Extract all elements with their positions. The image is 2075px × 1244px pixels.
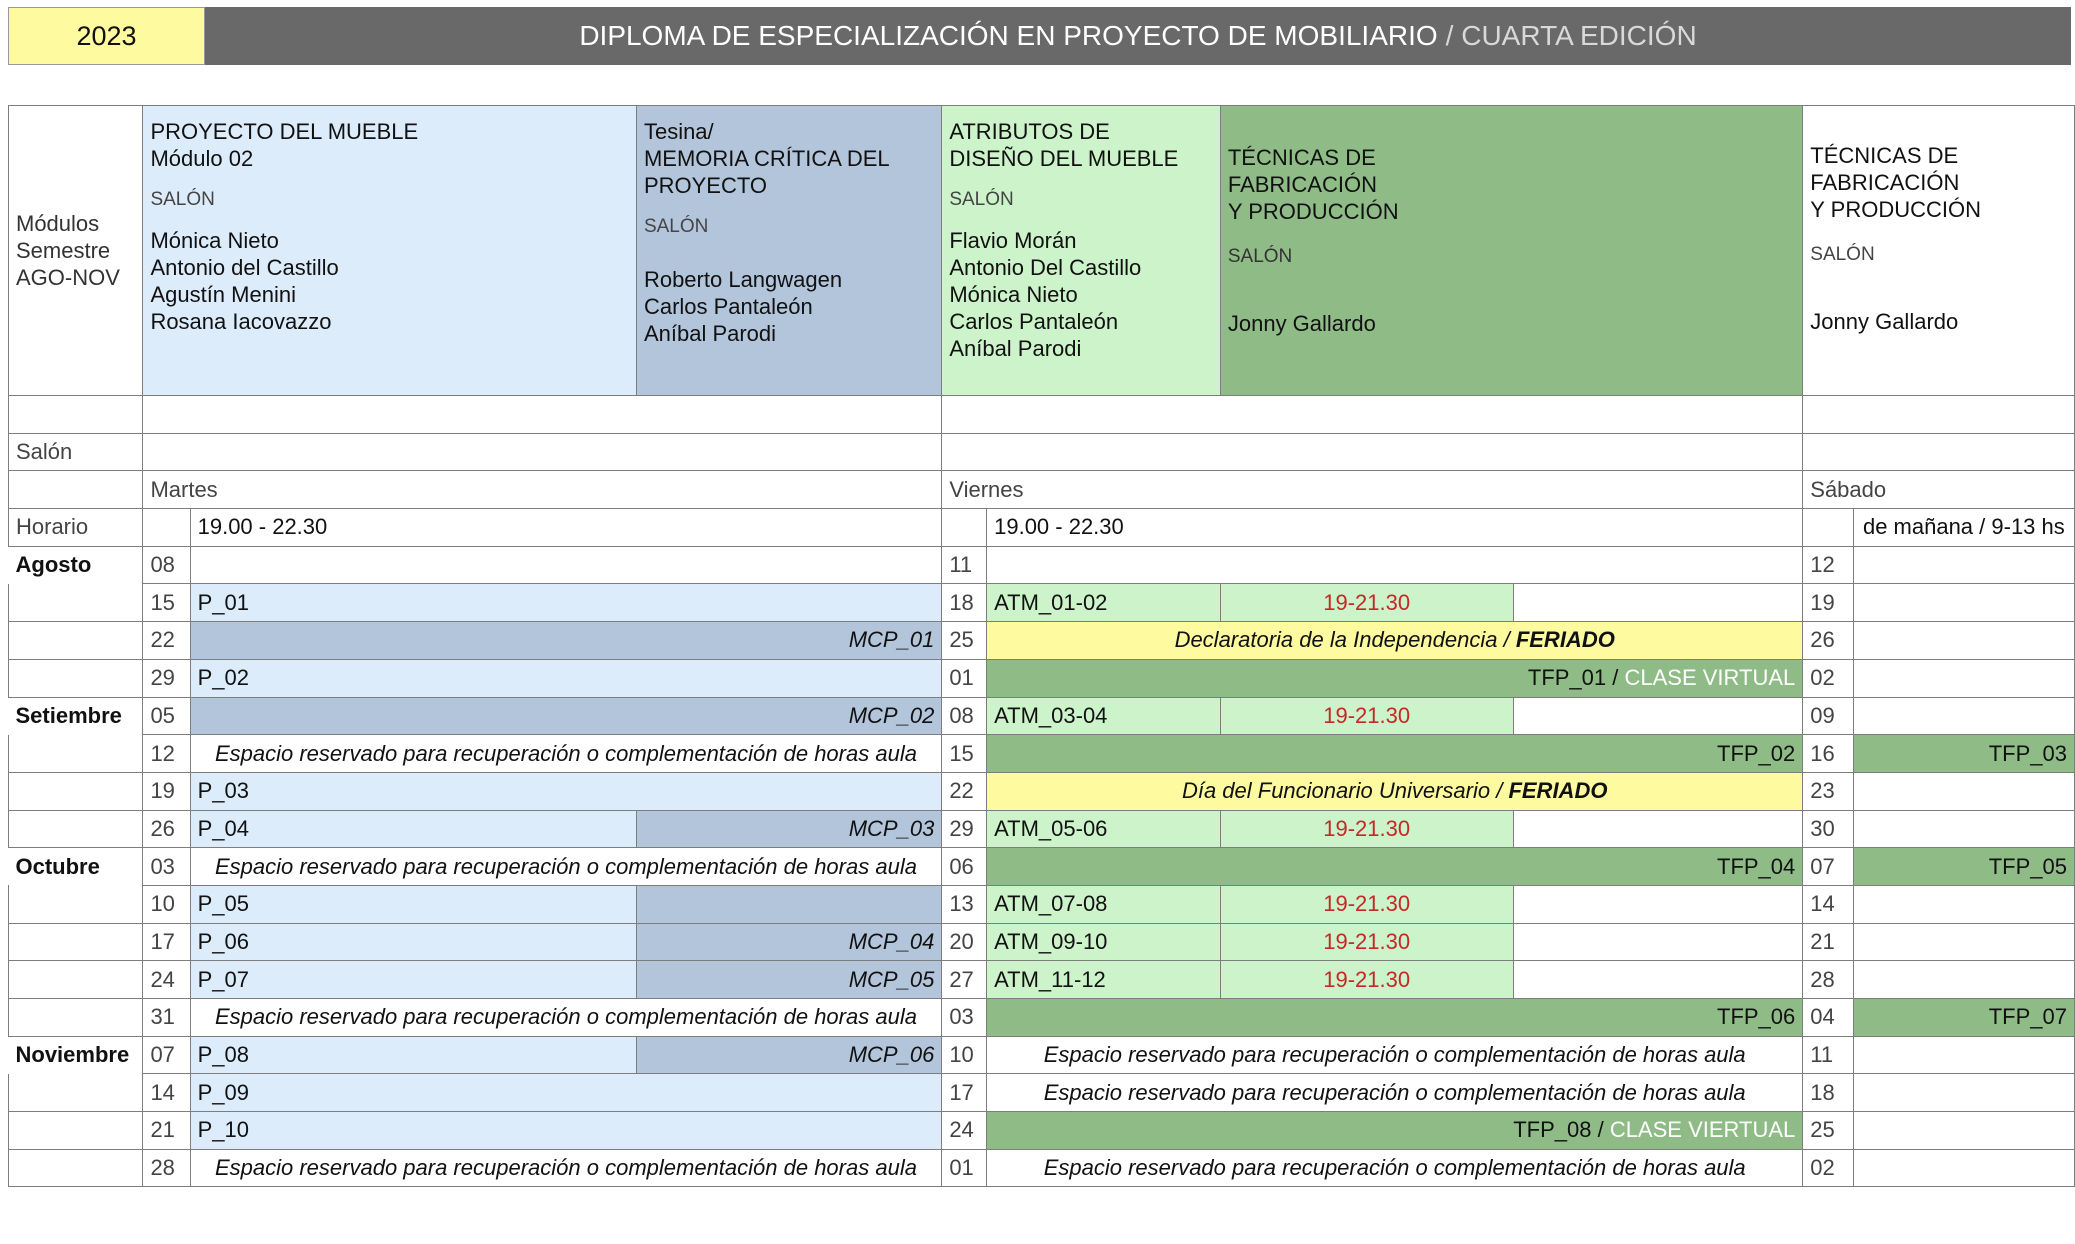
date-tuesday: 28 [143,1149,190,1187]
month-label: Agosto [15,552,92,578]
month-empty [9,1074,143,1112]
month-empty [9,772,143,810]
date-saturday: 12 [1803,546,1853,584]
period-label: AGO-NOV [16,265,120,290]
atm-session: ATM_09-10 [987,923,1221,961]
module-pm-title: PROYECTO DEL MUEBLE [150,119,419,144]
spacer-row [9,396,2075,434]
mcp-session: MCP_05 [636,961,941,999]
schedule-table [8,105,2075,1187]
time-friday: 19.00 - 22.30 [987,509,1803,547]
date-friday: 20 [942,923,987,961]
reserved-space: Espacio reservado para recuperación o complementación de horas aula [987,1149,1803,1187]
schedule-row [9,923,2075,961]
date-saturday: 02 [1803,1149,1853,1187]
empty-session [1853,697,2074,735]
schedule-row [9,1036,2075,1074]
date-saturday: 25 [1803,1112,1853,1150]
atm-session: ATM_11-12 [987,961,1221,999]
atm-session: ATM_01-02 [987,584,1221,622]
mcp-session: MCP_03 [636,810,941,848]
month-empty [9,923,143,961]
edition-text: / CUARTA EDICIÓN [1445,20,1697,51]
module-tfp-room: SALÓN [1227,246,1293,267]
teacher: Jonny Gallardo [1810,309,1959,334]
tfp-label: TFP_01 / [1527,665,1619,691]
empty-session [1853,1036,2074,1074]
date-saturday: 19 [1803,584,1853,622]
empty-session [1513,584,1803,622]
reserved-space: Espacio reservado para recuperación o complementación de horas aula [190,999,942,1037]
empty-session [987,546,1803,584]
date-friday: 29 [942,810,987,848]
schedule-row [9,584,2075,622]
date-saturday: 18 [1803,1074,1853,1112]
month-empty [9,584,143,622]
date-tuesday: 21 [143,1112,190,1150]
date-saturday: 21 [1803,923,1853,961]
tfp-label: TFP_06 [1717,1004,1796,1030]
date-saturday: 23 [1803,772,1853,810]
date-friday: 17 [942,1074,987,1112]
schedule-row [9,1149,2075,1187]
date-tuesday: 14 [143,1074,190,1112]
month-empty [9,885,143,923]
schedule-row [9,848,2075,886]
teacher: Mónica Nieto [150,228,279,253]
date-tuesday: 17 [143,923,190,961]
empty-session [1853,810,2074,848]
month-empty [9,1112,143,1150]
empty-session [1513,810,1803,848]
date-saturday: 14 [1803,885,1853,923]
module-header-row [9,106,2075,396]
date-friday: 15 [942,735,987,773]
date-tuesday: 19 [143,772,190,810]
empty-session [1853,1074,2074,1112]
teacher: Roberto Langwagen [643,267,843,292]
teacher: Carlos Pantaleón [643,294,813,319]
tfp-session [987,659,1803,697]
teacher: Carlos Pantaleón [949,309,1119,334]
schedule-row [9,622,2075,660]
mcp-session: MCP_06 [636,1036,941,1074]
date-saturday: 07 [1803,848,1853,886]
module-mcp-room: SALÓN [643,216,709,237]
tfp-saturday-session: TFP_03 [1853,735,2074,773]
atm-time: 19-21.30 [1220,885,1513,923]
month-empty [9,659,143,697]
holiday-cell [987,622,1803,660]
empty-session [1513,885,1803,923]
empty-session [1853,584,2074,622]
teacher: Jonny Gallardo [1227,311,1376,336]
date-tuesday: 03 [143,848,190,886]
weekday-tuesday: Martes [143,471,942,509]
module-mcp-title: PROYECTO [643,173,768,198]
module-pm-subtitle: Módulo 02 [150,146,254,171]
virtual-class-label: CLASE VIERTUAL [1609,1117,1796,1143]
weekday-saturday: Sábado [1803,471,2075,509]
schedule-row [9,659,2075,697]
month-label: Noviembre [15,1042,130,1068]
date-tuesday: 12 [143,735,190,773]
reserved-space: Espacio reservado para recuperación o complementación de horas aula [190,1149,942,1187]
date-saturday: 09 [1803,697,1853,735]
reserved-space: Espacio reservado para recuperación o complementación de horas aula [190,848,942,886]
module-tfp-sat-title: FABRICACIÓN [1810,170,1960,195]
module-mcp-title: MEMORIA CRÍTICA DEL [643,146,890,171]
module-pm [143,106,637,396]
teacher: Rosana Iacovazzo [150,309,332,334]
schedule-row [9,697,2075,735]
date-saturday: 11 [1803,1036,1853,1074]
date-tuesday: 29 [143,659,190,697]
weekday-friday: Viernes [942,471,1803,509]
salon-label: Salón [9,433,143,471]
date-friday: 01 [942,1149,987,1187]
date-saturday: 04 [1803,999,1853,1037]
month-empty [9,999,143,1037]
date-tuesday: 08 [143,546,190,584]
tfp-session [987,999,1803,1037]
schedule-row [9,546,2075,584]
empty-session [1513,923,1803,961]
teacher: Agustín Menini [150,282,296,307]
weekday-row [9,471,2075,509]
date-friday: 24 [942,1112,987,1150]
reserved-space: Espacio reservado para recuperación o complementación de horas aula [190,735,942,773]
empty-session [1853,1149,2074,1187]
date-friday: 13 [942,885,987,923]
month-empty [9,622,143,660]
empty-session [1513,697,1803,735]
modules-label: Módulos [16,211,100,236]
title-text: DIPLOMA DE ESPECIALIZACIÓN EN PROYECTO DE MOBILIARIO [579,20,1438,51]
empty-session [190,546,942,584]
holiday-cell [987,772,1803,810]
month-empty [9,961,143,999]
project-session: P_02 [190,659,942,697]
date-friday: 06 [942,848,987,886]
date-saturday: 16 [1803,735,1853,773]
tfp-label: TFP_02 [1717,740,1796,766]
date-friday: 25 [942,622,987,660]
schedule-row [9,999,2075,1037]
virtual-class-label: CLASE VIRTUAL [1624,665,1796,691]
date-saturday: 28 [1803,961,1853,999]
schedule-row [9,1074,2075,1112]
time-saturday: de mañana / 9-13 hs [1853,509,2074,547]
date-friday: 22 [942,772,987,810]
module-tfp [1220,106,1802,396]
mcp-session [636,885,941,923]
reserved-space: Espacio reservado para recuperación o complementación de horas aula [987,1036,1803,1074]
tfp-saturday-session: TFP_07 [1853,999,2074,1037]
project-session: P_09 [190,1074,942,1112]
tfp-saturday-session: TFP_05 [1853,848,2074,886]
date-friday: 08 [942,697,987,735]
schedule-row [9,810,2075,848]
date-friday: 03 [942,999,987,1037]
year-badge: 2023 [8,7,205,65]
project-session: P_03 [190,772,942,810]
time-tuesday: 19.00 - 22.30 [190,509,942,547]
empty-session [1853,622,2074,660]
date-tuesday: 05 [143,697,190,735]
atm-time: 19-21.30 [1220,961,1513,999]
module-atm [942,106,1221,396]
date-tuesday: 10 [143,885,190,923]
date-friday: 27 [942,961,987,999]
atm-time: 19-21.30 [1220,810,1513,848]
module-atm-title: ATRIBUTOS DE [949,119,1110,144]
module-mcp-title: Tesina/ [643,119,714,144]
date-tuesday: 07 [143,1036,190,1074]
month-empty [9,1149,143,1187]
date-tuesday: 22 [143,622,190,660]
teacher: Antonio Del Castillo [949,255,1142,280]
empty-session [1853,885,2074,923]
date-friday: 18 [942,584,987,622]
tfp-label: TFP_08 / [1513,1117,1604,1143]
schedule-row [9,735,2075,773]
empty-session [1853,659,2074,697]
module-pm-room: SALÓN [150,189,215,210]
module-atm-room: SALÓN [949,189,1014,210]
project-session: P_08 [190,1036,636,1074]
schedule-row [9,772,2075,810]
empty-session [1853,1112,2074,1150]
teacher: Aníbal Parodi [643,321,777,346]
project-session: P_05 [190,885,636,923]
holiday-name: Declaratoria de la Independencia / [1174,627,1510,653]
atm-time: 19-21.30 [1220,923,1513,961]
atm-session: ATM_05-06 [987,810,1221,848]
tfp-session [987,735,1803,773]
date-tuesday: 31 [143,999,190,1037]
modules-label-cell [9,106,143,396]
empty-session [1853,961,2074,999]
module-atm-title: DISEÑO DEL MUEBLE [949,146,1179,171]
teacher: Antonio del Castillo [150,255,339,280]
module-tfp-title: FABRICACIÓN [1227,172,1377,197]
empty-session [1853,923,2074,961]
teacher: Mónica Nieto [949,282,1078,307]
date-friday: 10 [942,1036,987,1074]
atm-session: ATM_07-08 [987,885,1221,923]
salon-row [9,433,2075,471]
month-label: Setiembre [15,703,122,729]
module-tfp-sat-title: Y PRODUCCIÓN [1810,197,1981,222]
date-friday: 01 [942,659,987,697]
mcp-session: MCP_04 [636,923,941,961]
module-tfp-saturday [1803,106,2075,396]
date-tuesday: 26 [143,810,190,848]
date-saturday: 30 [1803,810,1853,848]
project-session: P_01 [190,584,942,622]
month-empty [9,735,143,773]
holiday-tag: FERIADO [1515,627,1615,653]
schedule-row [9,961,2075,999]
module-tfp-sat-title: TÉCNICAS DE [1810,143,1959,168]
project-session: P_07 [190,961,636,999]
tfp-session [987,1112,1803,1150]
atm-time: 19-21.30 [1220,697,1513,735]
date-tuesday: 24 [143,961,190,999]
teacher: Aníbal Parodi [949,336,1082,361]
month-label: Octubre [15,853,100,879]
empty-session [1853,546,2074,584]
schedule-row [9,1112,2075,1150]
teacher: Flavio Morán [949,228,1077,253]
empty-session [1853,772,2074,810]
semester-label: Semestre [16,238,111,263]
empty-session [1513,961,1803,999]
horario-label: Horario [9,509,143,547]
module-mcp [636,106,941,396]
schedule-row [9,885,2075,923]
mcp-session: MCP_01 [190,622,942,660]
module-tfp-title: TÉCNICAS DE [1227,145,1376,170]
holiday-tag: FERIADO [1508,778,1608,804]
module-tfp-title: Y PRODUCCIÓN [1227,199,1399,224]
project-session: P_06 [190,923,636,961]
month-empty [9,810,143,848]
date-friday: 11 [942,546,987,584]
module-tfp-sat-room: SALÓN [1810,244,1875,265]
holiday-name: Día del Funcionario Universario / [1181,778,1503,804]
date-saturday: 02 [1803,659,1853,697]
date-tuesday: 15 [143,584,190,622]
date-saturday: 26 [1803,622,1853,660]
page-title [205,7,2071,65]
reserved-space: Espacio reservado para recuperación o complementación de horas aula [987,1074,1803,1112]
tfp-label: TFP_04 [1717,853,1796,879]
tfp-session [987,848,1803,886]
atm-session: ATM_03-04 [987,697,1221,735]
atm-time: 19-21.30 [1220,584,1513,622]
project-session: P_04 [190,810,636,848]
mcp-session: MCP_02 [190,697,942,735]
project-session: P_10 [190,1112,942,1150]
horario-row [9,509,2075,547]
